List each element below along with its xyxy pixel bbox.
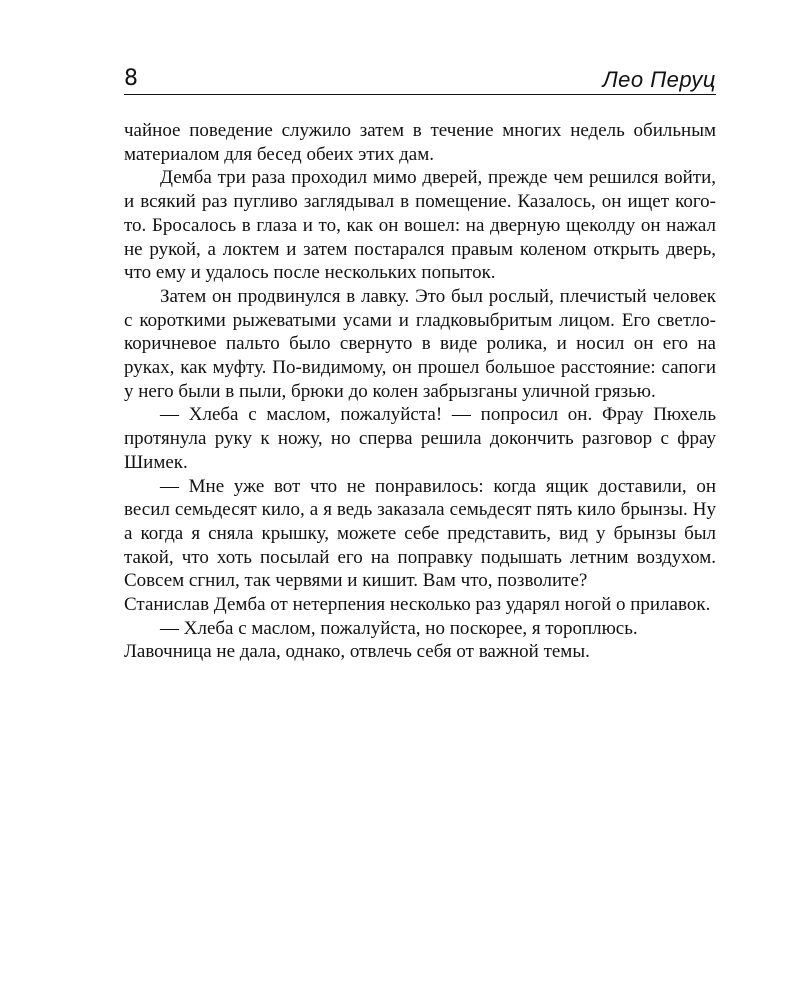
- paragraph: — Хлеба с маслом, пожалуйста! — попросил он. Фрау Пюхель протянула руку к ножу, но сперва решила докончить разговор с фрау Шимек.: [124, 404, 716, 473]
- paragraph: чайное поведение служило затем в течение многих недель обильным материалом для бесед обеих этих дам.: [124, 120, 716, 165]
- paragraph: Станислав Демба от нетерпения несколько раз ударял ногой о прилавок.: [124, 594, 711, 616]
- book-page: [124, 64, 716, 664]
- paragraph: Лавочница не дала, однако, отвлечь себя от важной темы.: [124, 641, 590, 663]
- author-name: Лео Перуц: [602, 67, 716, 92]
- paragraph: — Хлеба с маслом, пожалуйста, но поскорее, я тороплюсь.: [160, 617, 638, 639]
- running-head: [124, 64, 716, 95]
- body-text: [124, 119, 716, 664]
- paragraph: — Мне уже вот что не понравилось: когда ящик доставили, он весил семьдесят кило, а я ведь заказала семьдесят пять кило брынзы. Ну а когда я сняла крышку, можете себе представить, вид у брынзы был такой, что хоть посылай его на поправку подышать летним воздухом. Совсем сгнил, так червями и кишит. Вам что, позволите?: [124, 475, 716, 592]
- page-number: 8: [124, 66, 138, 91]
- paragraph: Демба три раза проходил мимо дверей, прежде чем решился войти, и всякий раз пугливо заглядывал в помещение. Казалось, он ищет кого-то. Бросалось в глаза и то, как он вошел: на дверную щеколду он нажал не рукой, а локтем и затем постарался правым коленом открыть дверь, что ему и удалось после нескольких попыток.: [124, 167, 716, 284]
- paragraph: Затем он продвинулся в лавку. Это был рослый, плечистый человек с короткими рыжеватыми усами и гладковыбритым лицом. Его светло-коричневое пальто было свернуто в виде ролика, и носил он его на руках, как муфту. По-видимому, он прошел большое расстояние: сапоги у него были в пыли, брюки до колен забрызганы уличной грязью.: [124, 285, 716, 402]
